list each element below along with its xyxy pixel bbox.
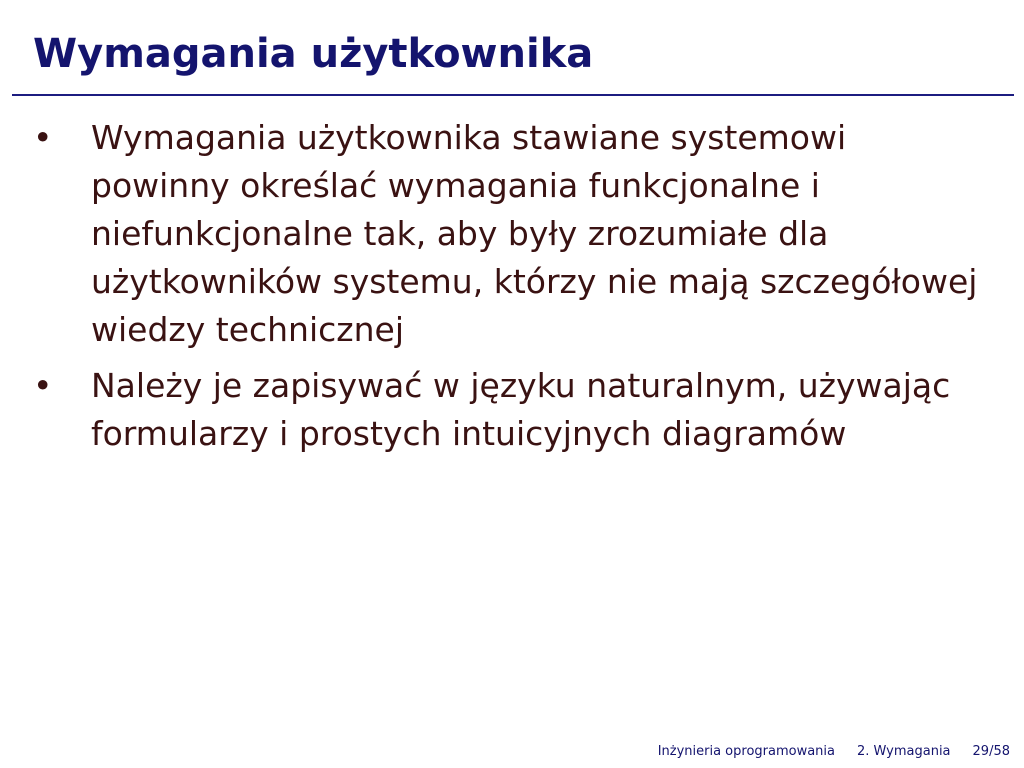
title-divider [12, 94, 1014, 96]
footer-page-number: 29/58 [972, 744, 1010, 759]
bullet-text: Należy je zapisywać w języku naturalnym, używając formularzy i prostych intuicyjnych diagramów [91, 366, 951, 453]
bullet-icon: • [33, 118, 53, 157]
slide-title: Wymagania użytkownika [33, 31, 594, 77]
footer-course: Inżynieria oprogramowania [657, 744, 835, 759]
bullet-icon: • [33, 366, 53, 405]
footer-section: 2. Wymagania [857, 744, 951, 759]
bullet-text: Wymagania użytkownika stawiane systemowi powinny określać wymagania funkcjonalne i niefunkcjonalne tak, aby były zrozumiałe dla użytkowników systemu, którzy nie mają szczegółowej wiedzy technicznej [91, 118, 978, 349]
bullet-list [0, 114, 1024, 466]
slide-footer [658, 744, 1010, 760]
bullet-item [0, 114, 991, 354]
bullet-item [0, 362, 991, 458]
